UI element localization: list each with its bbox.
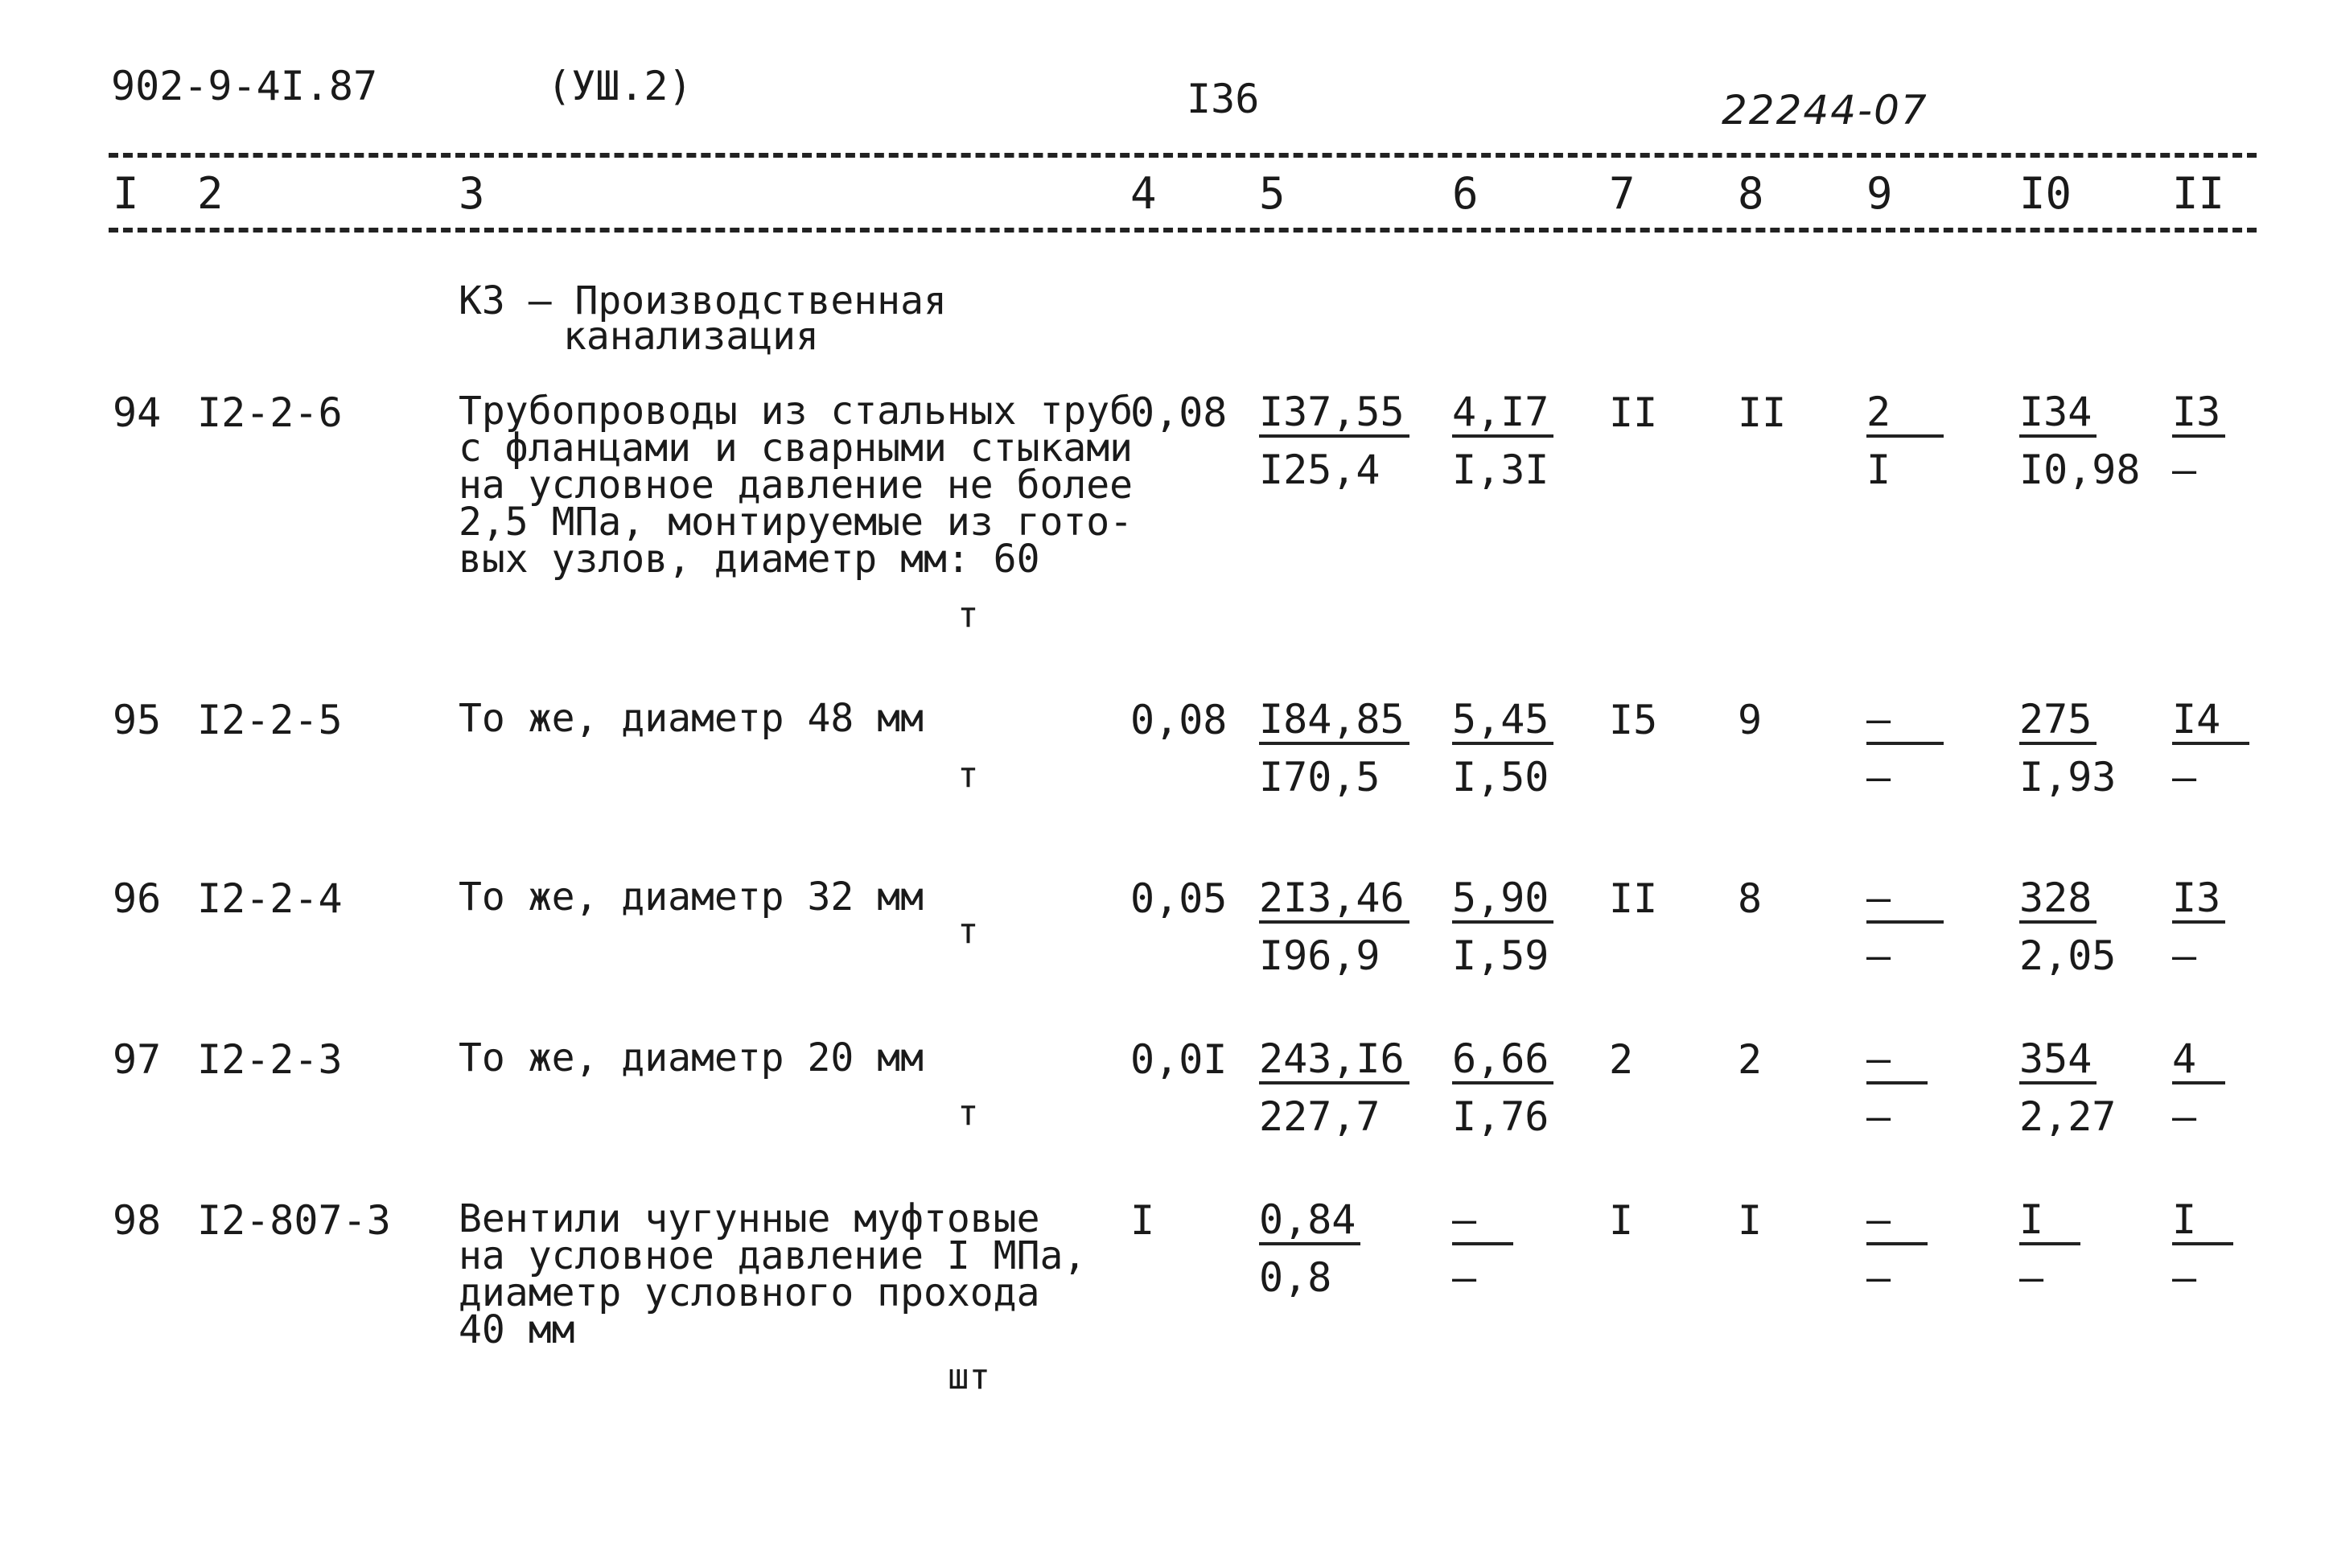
- col5-top: I37,55: [1259, 391, 1409, 438]
- section-title: К3 – Производственная: [459, 278, 947, 323]
- col5-values: [1259, 391, 1409, 491]
- col5-bottom: I25,4: [1259, 447, 1381, 493]
- col10-top: 275: [2019, 698, 2097, 745]
- col11-bottom: –: [2172, 1254, 2197, 1301]
- col6-top: 6,66: [1452, 1038, 1553, 1084]
- col5-bottom: I70,5: [1259, 754, 1381, 800]
- col8-value: 9: [1738, 697, 1763, 743]
- col11-top: I3: [2172, 877, 2225, 924]
- quantity: I: [1130, 1197, 1155, 1244]
- col8-value: 8: [1738, 875, 1763, 922]
- column-number-3: 3: [459, 168, 485, 219]
- price-code: I2-2-4: [197, 875, 343, 922]
- col9-values: [1866, 391, 1944, 491]
- row-number: 98: [113, 1197, 162, 1244]
- quantity: 0,05: [1130, 875, 1228, 922]
- column-number-5: 5: [1259, 168, 1286, 219]
- col6-bottom: I,3I: [1452, 447, 1549, 493]
- col10-values: [2019, 877, 2116, 977]
- col11-bottom: –: [2172, 1093, 2197, 1140]
- col7-value: I5: [1609, 697, 1658, 743]
- col10-bottom: 2,27: [2019, 1093, 2117, 1140]
- col11-values: [2172, 877, 2225, 977]
- section-heading: [459, 278, 947, 359]
- col7-value: II: [1609, 389, 1658, 436]
- document-part: (УШ.2): [547, 63, 693, 109]
- column-number-1: I: [113, 168, 139, 219]
- col9-top: –: [1866, 698, 1944, 745]
- quantity: 0,08: [1130, 389, 1228, 436]
- col11-values: [2172, 391, 2225, 491]
- col11-values: [2172, 1196, 2233, 1301]
- col11-top: I4: [2172, 698, 2249, 745]
- work-description: То же, диаметр 20 мм: [459, 1035, 924, 1080]
- col6-values: [1452, 1196, 1513, 1301]
- col6-values: [1452, 877, 1553, 977]
- column-number-4: 4: [1130, 168, 1157, 219]
- col10-top: I34: [2019, 391, 2097, 438]
- col11-values: [2172, 1035, 2225, 1140]
- price-code: I2-2-5: [197, 697, 343, 743]
- unit-of-measure: т: [957, 1093, 979, 1134]
- col6-top: 4,I7: [1452, 391, 1553, 438]
- page-number: I36: [1187, 76, 1260, 122]
- col11-values: [2172, 698, 2249, 798]
- row-number: 94: [113, 389, 162, 436]
- col5-values: [1259, 1035, 1409, 1140]
- col9-values: [1866, 1035, 1928, 1140]
- col6-top: 5,90: [1452, 877, 1553, 924]
- col6-top: 5,45: [1452, 698, 1553, 745]
- col8-value: I: [1738, 1197, 1763, 1244]
- unit-of-measure: т: [957, 755, 979, 796]
- col10-values: [2019, 391, 2141, 491]
- col11-top: I: [2172, 1199, 2233, 1245]
- col5-values: [1259, 877, 1409, 977]
- col10-top: I: [2019, 1199, 2080, 1245]
- inventory-number: 22244-07: [1722, 87, 1928, 134]
- column-number-9: 9: [1866, 168, 1893, 219]
- col10-bottom: I0,98: [2019, 447, 2141, 493]
- unit-of-measure: т: [957, 911, 979, 952]
- col9-values: [1866, 698, 1944, 798]
- price-code: I2-2-6: [197, 389, 343, 436]
- col9-bottom: –: [1866, 754, 1891, 800]
- col9-top: 2: [1866, 391, 1944, 438]
- col7-value: 2: [1609, 1036, 1634, 1083]
- col5-bottom: 227,7: [1259, 1093, 1381, 1140]
- col10-top: 354: [2019, 1038, 2097, 1084]
- col11-top: 4: [2172, 1038, 2225, 1084]
- col8-value: II: [1738, 389, 1787, 436]
- col10-bottom: 2,05: [2019, 932, 2117, 979]
- column-number-11: II: [2172, 168, 2225, 219]
- row-number: 97: [113, 1036, 162, 1083]
- header-rule-bottom: [109, 228, 2257, 233]
- col6-values: [1452, 391, 1553, 491]
- col10-top: 328: [2019, 877, 2097, 924]
- col9-values: [1866, 1196, 1928, 1301]
- col9-bottom: –: [1866, 1093, 1891, 1140]
- column-number-6: 6: [1452, 168, 1479, 219]
- col6-bottom: I,59: [1452, 932, 1549, 979]
- col9-top: –: [1866, 1199, 1928, 1245]
- col10-bottom: I,93: [2019, 754, 2117, 800]
- column-number-7: 7: [1609, 168, 1636, 219]
- price-code: I2-807-3: [197, 1197, 391, 1244]
- col6-bottom: I,76: [1452, 1093, 1549, 1140]
- quantity: 0,0I: [1130, 1036, 1228, 1083]
- header-rule-top: [109, 153, 2257, 158]
- section-subtitle: канализация: [563, 314, 819, 359]
- work-description: Вентили чугунные муфтовые на условное давление I МПа, диаметр условного прохода 40 мм: [459, 1196, 1087, 1352]
- unit-of-measure: т: [957, 595, 979, 636]
- col6-bottom: –: [1452, 1254, 1477, 1301]
- col10-values: [2019, 698, 2116, 798]
- col5-top: 0,84: [1259, 1199, 1360, 1245]
- col6-top: –: [1452, 1199, 1513, 1245]
- document-code: 902-9-4I.87: [111, 63, 378, 109]
- column-number-8: 8: [1738, 168, 1764, 219]
- col5-bottom: I96,9: [1259, 932, 1381, 979]
- price-code: I2-2-3: [197, 1036, 343, 1083]
- unit-of-measure: шт: [948, 1356, 990, 1397]
- col6-bottom: I,50: [1452, 754, 1549, 800]
- col9-values: [1866, 877, 1944, 977]
- col8-value: 2: [1738, 1036, 1763, 1083]
- col5-values: [1259, 1196, 1360, 1301]
- col5-bottom: 0,8: [1259, 1254, 1332, 1301]
- col11-bottom: –: [2172, 447, 2197, 493]
- work-description: Трубопроводы из стальных труб с фланцами и сварными стыками на условное давление не более 2,5 МПа, монтируемые из гото- вых узлов, диаметр мм: 60: [459, 389, 1134, 582]
- col10-values: [2019, 1035, 2117, 1140]
- col9-top: –: [1866, 877, 1944, 924]
- col6-values: [1452, 698, 1553, 798]
- col9-bottom: –: [1866, 1254, 1891, 1301]
- col9-top: –: [1866, 1038, 1928, 1084]
- col11-bottom: –: [2172, 754, 2197, 800]
- col9-bottom: I: [1866, 447, 1891, 493]
- quantity: 0,08: [1130, 697, 1228, 743]
- col5-top: 243,I6: [1259, 1038, 1409, 1084]
- col10-bottom: –: [2019, 1254, 2044, 1301]
- col9-bottom: –: [1866, 932, 1891, 979]
- col7-value: I: [1609, 1197, 1634, 1244]
- column-number-10: I0: [2019, 168, 2072, 219]
- work-description: То же, диаметр 48 мм: [459, 696, 924, 741]
- col10-values: [2019, 1196, 2080, 1301]
- col5-top: 2I3,46: [1259, 877, 1409, 924]
- row-number: 96: [113, 875, 162, 922]
- col5-top: I84,85: [1259, 698, 1409, 745]
- col7-value: II: [1609, 875, 1658, 922]
- col6-values: [1452, 1035, 1553, 1140]
- work-description: То же, диаметр 32 мм: [459, 875, 924, 920]
- col11-top: I3: [2172, 391, 2225, 438]
- row-number: 95: [113, 697, 162, 743]
- column-number-2: 2: [197, 168, 224, 219]
- col5-values: [1259, 698, 1409, 798]
- col11-bottom: –: [2172, 932, 2197, 979]
